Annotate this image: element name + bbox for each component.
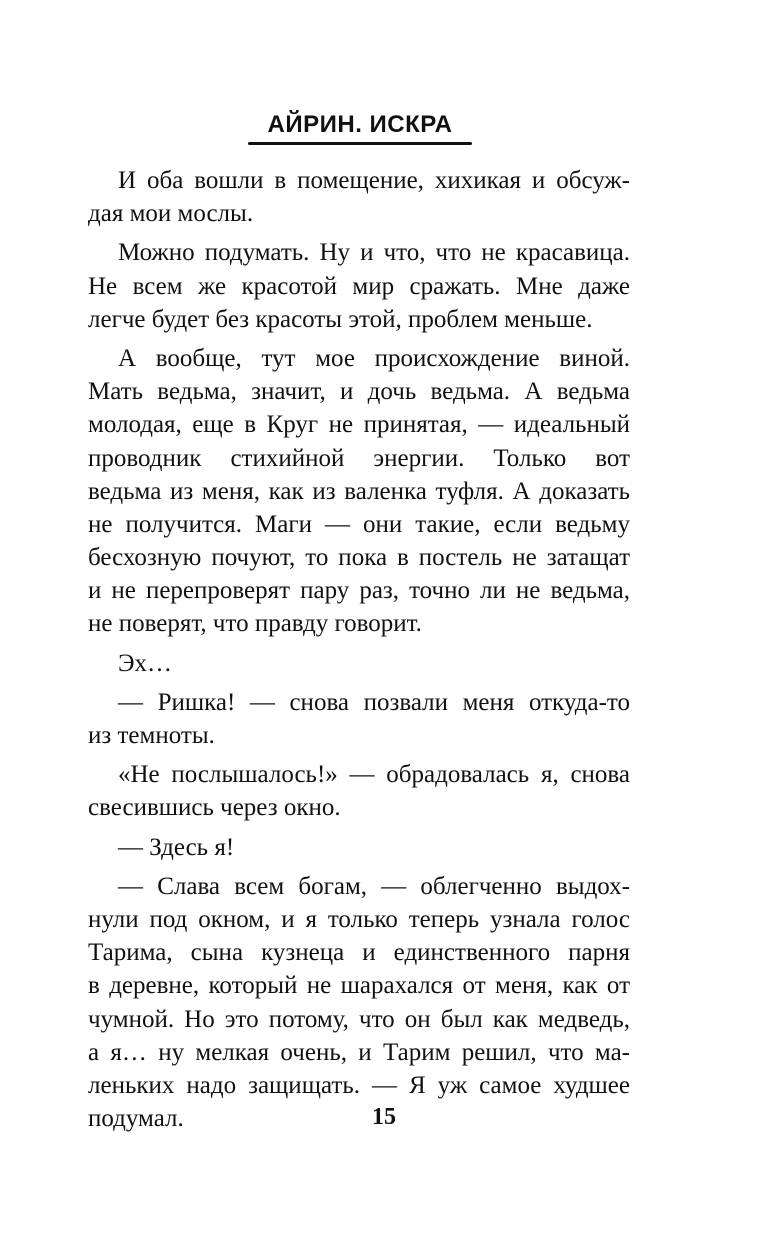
text-line: не получится. Маги — они такие, если ведьму <box>88 510 630 538</box>
text-line: молодая, еще в Круг не принятая, — идеальный <box>88 411 630 439</box>
text-line: бесхозную почуют, то пока в постель не затащат <box>88 544 630 572</box>
text-line: не поверят, что правду говорит. <box>88 610 422 638</box>
text-line: Не всем же красотой мир сражать. Мне даже <box>88 272 630 300</box>
text-line: Тарима, сына кузнеца и единственного парня <box>88 939 630 967</box>
running-head-title: АЙРИН. ИСКРА <box>267 111 453 138</box>
running-head-rule <box>248 142 472 145</box>
page-number: 15 <box>372 1104 396 1130</box>
text-line: нули под окном, и я только теперь узнала голос <box>88 905 630 933</box>
text-line: а я… ну мелкая очень, и Тарим решил, что ма- <box>88 1038 630 1066</box>
paragraph <box>88 164 630 230</box>
paragraph <box>88 758 630 824</box>
text-line: Эх… <box>118 649 173 677</box>
text-line: ведьма из меня, как из валенка туфля. А доказать <box>88 477 630 505</box>
running-head <box>248 110 472 145</box>
text-line: чумной. Но это потому, что он был как медведь, <box>88 1005 630 1033</box>
text-line: «Не послышалось!» — обрадовалась я, снова <box>118 761 630 789</box>
text-line: свесившись через окно. <box>88 794 341 822</box>
paragraph <box>88 342 630 641</box>
text-line: Можно подумать. Ну и что, что не красавица. <box>118 239 630 267</box>
text-line: — Слава всем богам, — облегченно выдох- <box>118 872 630 900</box>
paragraph <box>88 870 630 1136</box>
paragraph <box>88 236 630 336</box>
text-line: проводник стихийной энергии. Только вот <box>88 444 630 472</box>
text-line: И оба вошли в помещение, хихикая и обсуж- <box>118 167 630 194</box>
text-line: леньких надо защищать. — Я уж самое худшее <box>88 1071 630 1099</box>
page-body <box>88 164 630 1135</box>
text-line: из темноты. <box>88 722 215 749</box>
paragraph <box>88 831 630 864</box>
text-line: и не перепроверят пару раз, точно ли не ведьма, <box>88 577 630 605</box>
text-line: А вообще, тут мое происхождение виной. <box>118 344 630 372</box>
text-line: — Здесь я! <box>118 833 235 861</box>
text-line: легче будет без красоты этой, проблем меньше. <box>88 305 593 333</box>
paragraph <box>88 686 630 752</box>
text-line: в деревне, который не шарахался от меня, как от <box>88 972 630 1000</box>
text-line: подумал. <box>88 1105 184 1133</box>
text-line: дая мои мослы. <box>88 200 254 228</box>
text-line: — Ришка! — снова позвали меня откуда-то <box>118 688 630 716</box>
text-line: Мать ведьма, значит, и дочь ведьма. А ведьма <box>88 378 630 406</box>
paragraph <box>88 647 630 680</box>
